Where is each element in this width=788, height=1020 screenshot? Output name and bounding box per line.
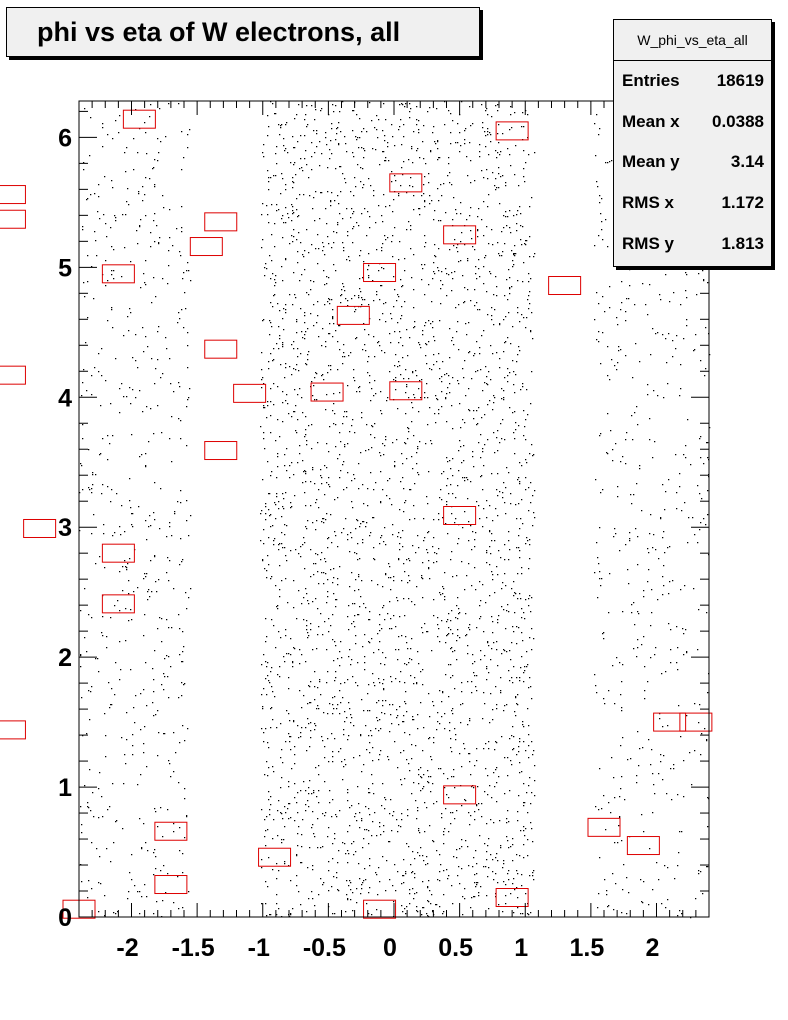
stats-value: 3.14 [730, 152, 764, 172]
x-tick-label: 2 [645, 934, 660, 962]
stats-box [613, 19, 772, 267]
red-box-marker [205, 340, 237, 358]
red-box-marker [155, 822, 187, 840]
red-boxes [0, 110, 712, 918]
x-tick-label: -1.5 [171, 934, 215, 962]
stats-row-rms-y [614, 223, 771, 264]
red-box-marker [444, 786, 476, 804]
x-tick-label: 0.5 [438, 934, 474, 962]
stats-label: RMS y [622, 233, 674, 253]
y-tick-label: 4 [58, 384, 72, 413]
red-box-marker [337, 306, 369, 324]
red-box-marker [0, 210, 25, 228]
scatter-point-band [79, 103, 191, 917]
red-box-marker [0, 186, 25, 204]
y-tick-label: 6 [58, 124, 72, 153]
stats-value: 1.172 [721, 193, 764, 213]
stats-label: RMS x [622, 193, 674, 213]
red-box-marker [444, 226, 476, 244]
red-box-marker [654, 713, 686, 731]
red-box-marker [205, 213, 237, 231]
stats-label: Entries [622, 71, 680, 91]
x-tick-label: 1.5 [569, 934, 605, 962]
red-box-marker [0, 721, 25, 739]
red-box-marker [496, 122, 528, 140]
red-box-marker [364, 900, 396, 918]
red-box-marker [390, 382, 422, 400]
red-box-marker [627, 837, 659, 855]
stats-row-mean-y [614, 142, 771, 183]
stats-label: Mean x [622, 111, 680, 131]
x-tick-label: -0.5 [302, 934, 346, 962]
stats-row-entries [614, 61, 771, 102]
chart-title: phi vs eta of W electrons, all [37, 16, 401, 47]
stats-row-mean-x [614, 102, 771, 143]
scatter-point-band [260, 101, 535, 917]
red-box-marker [123, 110, 155, 128]
red-box-marker [311, 383, 343, 401]
red-box-marker [234, 384, 266, 402]
red-box-marker [496, 889, 528, 907]
stats-value: 18619 [716, 71, 764, 91]
stats-histogram-name: W_phi_vs_eta_all [614, 20, 771, 61]
red-box-marker [680, 713, 712, 731]
red-box-marker [549, 277, 581, 295]
red-box-marker [390, 174, 422, 192]
y-tick-label: 2 [58, 644, 72, 673]
red-box-marker [102, 544, 134, 562]
stats-row-rms-x [614, 183, 771, 224]
stats-value: 0.0388 [712, 111, 764, 131]
red-box-marker [588, 818, 620, 836]
red-box-marker [190, 238, 222, 256]
red-box-marker [155, 876, 187, 894]
x-tick-label: 1 [514, 934, 529, 962]
red-box-marker [444, 506, 476, 524]
chart-title-box [6, 7, 480, 57]
red-box-marker [0, 366, 25, 384]
axis-tick-labels [58, 124, 659, 962]
x-tick-label: 0 [383, 934, 397, 962]
y-tick-label: 3 [58, 514, 72, 543]
x-tick-label: -2 [116, 934, 139, 962]
stats-value: 1.813 [721, 233, 764, 253]
red-box-marker [102, 595, 134, 613]
y-tick-label: 5 [58, 254, 72, 283]
stats-label: Mean y [622, 152, 680, 172]
y-tick-label: 0 [58, 904, 72, 932]
x-tick-label: -1 [247, 934, 270, 962]
y-tick-label: 1 [58, 774, 72, 803]
red-box-marker [259, 848, 291, 866]
red-box-marker [205, 442, 237, 460]
red-box-marker [24, 519, 56, 537]
